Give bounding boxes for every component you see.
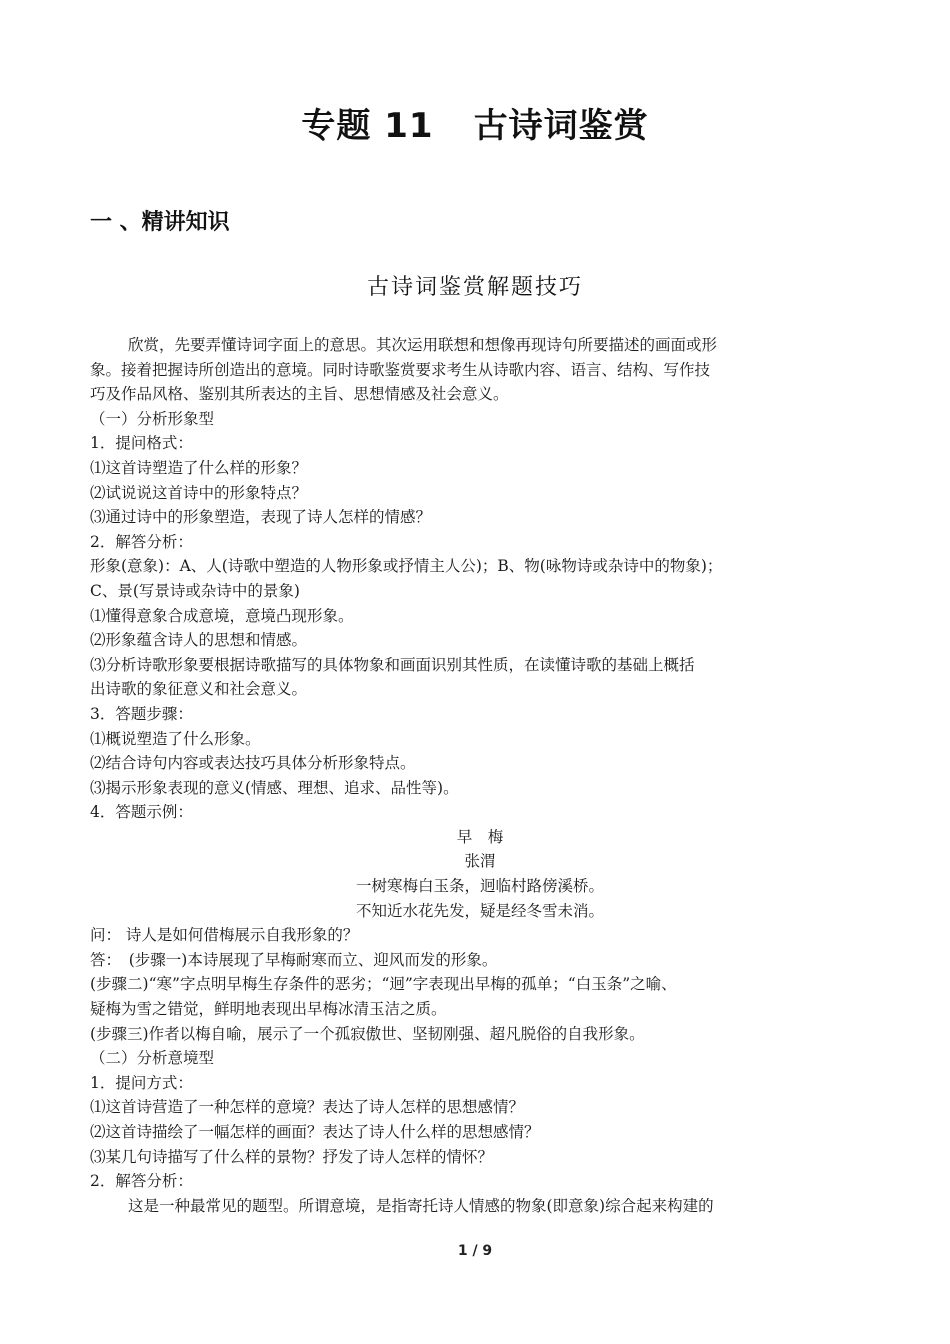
list-heading: 1．提问方式： (90, 1073, 193, 1092)
answer-line: (步骤三)作者以梅自喻，展示了一个孤寂傲世、坚韧刚强、超凡脱俗的自我形象。 (90, 1024, 645, 1043)
list-item: ⑶揭示形象表现的意义(情感、理想、追求、品性等)。 (90, 778, 459, 797)
poem-line: 一树寒梅白玉条，迥临村路傍溪桥。 (355, 877, 604, 896)
answer-line: (步骤二)“寒”字点明早梅生存条件的恶劣；“迥”字表现出早梅的孤单；“白玉条”之喻、 (90, 975, 677, 994)
list-heading: 2．解答分析： (90, 532, 193, 551)
list-item: ⑶某几句诗描写了什么样的景物？抒发了诗人怎样的情怀？ (90, 1147, 494, 1166)
list-item: ⑵结合诗句内容或表达技巧具体分析形象特点。 (90, 754, 416, 773)
paragraph-line: 形象(意象)：A、人(诗歌中塑造的人物形象或抒情主人公)；B、物(咏物诗或杂诗中的物象)； (90, 557, 723, 576)
list-item: ⑶通过诗中的形象塑造，表现了诗人怎样的情感？ (90, 508, 432, 527)
answer-line: 疑梅为雪之错觉，鲜明地表现出早梅冰清玉洁之质。 (90, 1000, 447, 1019)
list-item: ⑶分析诗歌形象要根据诗歌描写的具体物象和画面识别其性质，在读懂诗歌的基础上概括 (90, 655, 695, 674)
section-heading: 一 、精讲知识 (90, 210, 230, 235)
paragraph-line: C、景(写景诗或杂诗中的景象) (90, 581, 300, 600)
title-topic-number: 专题 11 (301, 106, 434, 146)
page-title (0, 98, 950, 147)
list-item: ⑴这首诗塑造了什么样的形象？ (90, 458, 308, 477)
paragraph-line: 出诗歌的象征意义和社会意义。 (90, 680, 308, 699)
list-heading: 2．解答分析： (90, 1172, 193, 1191)
poem-title: 早 梅 (456, 827, 504, 846)
subsection-heading: （二）分析意境型 (90, 1049, 215, 1068)
poem-line: 不知近水花先发，疑是经冬雪未消。 (355, 901, 604, 920)
list-item: ⑴懂得意象合成意境，意境凸现形象。 (90, 606, 354, 625)
title-topic-name: 古诗词鉴赏 (473, 106, 649, 146)
list-item: ⑵试说说这首诗中的形象特点？ (90, 483, 308, 502)
body-text (90, 333, 870, 1218)
paragraph-line: 欣赏，先要弄懂诗词字面上的意思。其次运用联想和想像再现诗句所要描述的画面或形 (128, 336, 718, 354)
answer-line: 答： (步骤一)本诗展现了早梅耐寒而立、迎风而发的形象。 (90, 950, 498, 969)
list-heading: 4．答题示例： (90, 803, 193, 822)
paragraph-line: 象。接着把握诗所创造出的意境。同时诗歌鉴赏要求考生从诗歌内容、语言、结构、写作技 (90, 360, 711, 379)
poem-author: 张渭 (464, 852, 496, 871)
question-line: 问： 诗人是如何借梅展示自我形象的？ (90, 926, 359, 945)
list-item: ⑵这首诗描绘了一幅怎样的画面？表达了诗人什么样的思想感情？ (90, 1123, 540, 1141)
subsection-heading: （一）分析形象型 (90, 409, 215, 428)
list-heading: 1．提问格式： (90, 434, 193, 453)
page-indicator: 1 / 9 (457, 1243, 493, 1259)
paragraph-line: 这是一种最常见的题型。所谓意境，是指寄托诗人情感的物象(即意象)综合起来构建的 (128, 1196, 714, 1215)
list-item: ⑴这首诗营造了一种怎样的意境？表达了诗人怎样的思想感情？ (90, 1098, 525, 1117)
paragraph-line: 巧及作品风格、鉴别其所表达的主旨、思想情感及社会意义。 (90, 385, 509, 404)
list-item: ⑵形象蕴含诗人的思想和情感。 (90, 631, 308, 650)
subtitle: 古诗词鉴赏解题技巧 (366, 275, 583, 300)
list-heading: 3．答题步骤： (90, 704, 193, 723)
list-item: ⑴概说塑造了什么形象。 (90, 729, 261, 748)
